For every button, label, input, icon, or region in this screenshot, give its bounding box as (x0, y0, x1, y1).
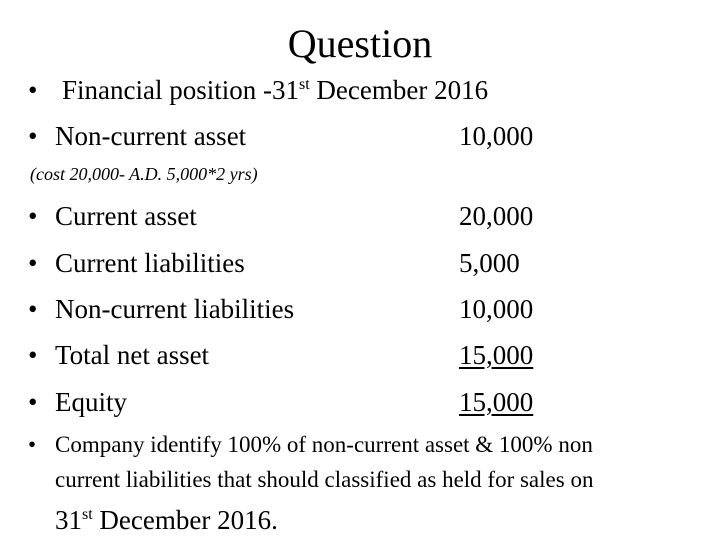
current-liabilities-row (0, 247, 720, 279)
bullet-icon: • (28, 75, 38, 105)
non-current-asset-value: 10,000 (459, 121, 534, 151)
current-liabilities-value: 5,000 (459, 248, 520, 278)
slide-title: Question (287, 21, 433, 66)
current-asset-value: 20,000 (459, 201, 534, 231)
total-net-asset-label: Total net asset (55, 340, 210, 370)
non-current-liabilities-value: 10,000 (459, 294, 534, 324)
equity-label: Equity (55, 387, 127, 417)
closing-date-text: December 2016. (92, 505, 278, 535)
current-asset-row (0, 200, 720, 232)
bullet-icon: • (28, 248, 38, 278)
bullet-icon: • (28, 201, 38, 231)
bullet-icon: • (28, 121, 38, 151)
financial-position-date: December 2016 (309, 75, 489, 105)
non-current-asset-row (0, 120, 720, 152)
cost-note: (cost 20,000- A.D. 5,000*2 yrs) (30, 164, 258, 184)
financial-position-label (62, 74, 488, 106)
ordinal-suffix: st (298, 76, 310, 93)
closing-line-3 (55, 504, 278, 536)
total-net-asset-row (0, 339, 720, 371)
financial-position-text: Financial position -31 (62, 75, 299, 105)
bullet-icon: • (28, 387, 38, 417)
closing-line-1: Company identify 100% of non-current asset & 100% non (55, 432, 593, 457)
closing-line-2: current liabilities that should classified as held for sales on (55, 467, 594, 492)
current-asset-label: Current asset (55, 201, 197, 231)
bullet-icon: • (28, 432, 37, 457)
bullet-icon: • (28, 294, 38, 324)
equity-row (0, 386, 720, 418)
closing-date-number: 31 (55, 505, 82, 535)
closing-ordinal-suffix: st (82, 506, 93, 523)
total-net-asset-value: 15,000 (459, 340, 534, 370)
financial-position-row (0, 74, 720, 106)
non-current-liabilities-row (0, 293, 720, 325)
non-current-asset-label: Non-current asset (55, 121, 247, 151)
current-liabilities-label: Current liabilities (55, 248, 245, 278)
bullet-icon: • (28, 340, 38, 370)
non-current-liabilities-label: Non-current liabilities (55, 294, 295, 324)
equity-value: 15,000 (459, 387, 534, 417)
